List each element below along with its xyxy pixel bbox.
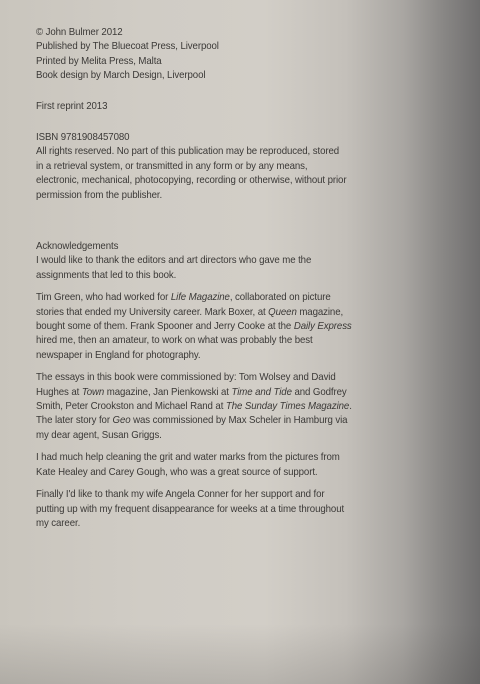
design-line: Book design by March Design, Liverpool [36, 70, 206, 82]
paragraph-line: Finally I'd like to thank my wife Angela Conner for her support and for [36, 489, 325, 501]
rights-notice [36, 131, 347, 203]
reprint-notice [36, 100, 334, 114]
paragraph-line: my career. [36, 517, 81, 529]
acknowledgements-section [36, 240, 352, 531]
paragraph-line: stories that ended my University career. Mark Boxer, at Queen magazine, [36, 306, 344, 318]
ack-paragraph-1 [36, 254, 334, 283]
reprint-line: First reprint 2013 [36, 101, 108, 112]
publication-title: Time and Tide [231, 386, 292, 398]
ack-paragraph-4 [36, 451, 340, 480]
paragraph-line: I would like to thank the editors and art directors who gave me the [36, 255, 312, 267]
rights-line: electronic, mechanical, photocopying, recording or otherwise, without prior [36, 175, 347, 187]
isbn-line: ISBN 9781908457080 [36, 132, 130, 143]
colophon [36, 26, 334, 84]
rights-line: in a retrieval system, or transmitted in any form or by any means, [36, 160, 308, 172]
paragraph-line: putting up with my frequent disappearance for weeks at a time throughout [36, 503, 345, 515]
paragraph-line: The essays in this book were commissioned by: Tom Wolsey and David [36, 372, 336, 384]
paragraph-line: assignments that led to this book. [36, 269, 177, 281]
paragraph-line: I had much help cleaning the grit and water marks from the pictures from [36, 452, 340, 464]
paragraph-line: newspaper in England for photography. [36, 349, 201, 361]
ack-paragraph-2 [36, 291, 352, 363]
paragraph-line: my dear agent, Susan Griggs. [36, 429, 162, 441]
paragraph-line: Kate Healey and Carey Gough, who was a great source of support. [36, 466, 318, 478]
publication-title: Queen [268, 306, 297, 318]
publication-title: The Sunday Times Magazine [225, 401, 350, 413]
printer-line: Printed by Melita Press, Malta [36, 55, 162, 67]
ack-paragraph-3 [36, 371, 352, 443]
rights-line: permission from the publisher. [36, 189, 163, 201]
paragraph-line: bought some of them. Frank Spooner and Jerry Cooke at the Daily Express [36, 321, 352, 333]
publication-title: Life Magazine [170, 292, 230, 304]
paragraph-line: The later story for Geo was commissioned by Max Scheler in Hamburg via [36, 415, 348, 427]
copyright-line: © John Bulmer 2012 [36, 27, 123, 38]
publisher-line: Published by The Bluecoat Press, Liverpool [36, 41, 219, 53]
publication-title: Geo [112, 415, 131, 427]
paragraph-line: Tim Green, who had worked for Life Magazine, collaborated on picture [36, 292, 331, 304]
publication-title: Daily Express [293, 321, 352, 333]
ack-paragraph-5 [36, 488, 345, 531]
paragraph-line: hired me, then an amateur, to work on what was probably the best [36, 335, 313, 347]
paragraph-line: Hughes at Town magazine, Jan Pienkowski at Time and Tide and Godfrey [36, 386, 347, 398]
acknowledgements-heading: Acknowledgements [36, 241, 119, 252]
rights-line: All rights reserved. No part of this publication may be reproduced, stored [36, 146, 340, 158]
publication-title: Town [81, 386, 105, 398]
paragraph-line: Smith, Peter Crookston and Michael Rand at The Sunday Times Magazine. [36, 401, 352, 413]
